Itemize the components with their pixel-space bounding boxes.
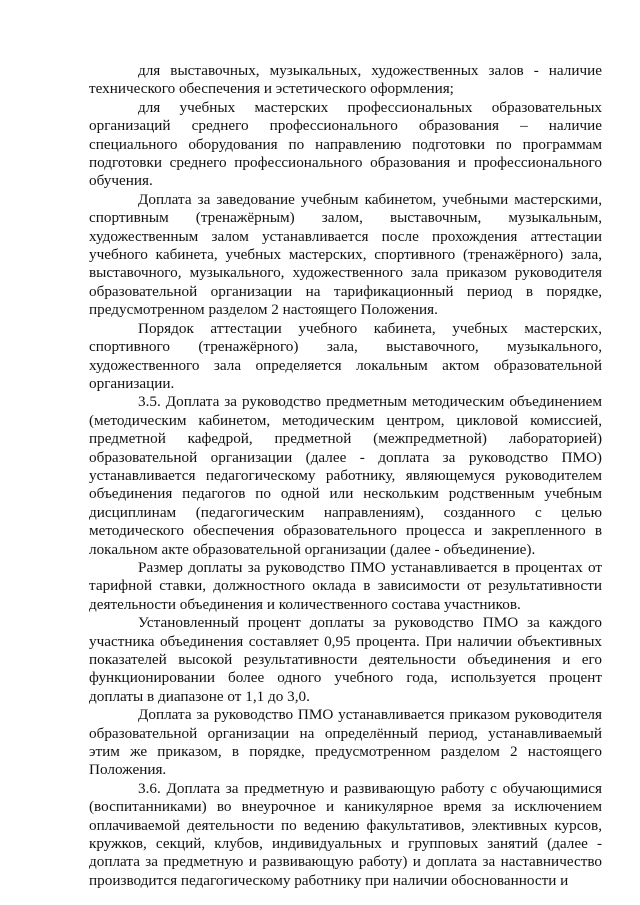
paragraph-exhibition-halls: для выставочных, музыкальных, художественных залов - наличие технического обеспечения и эстетического оформления; (89, 62, 602, 98)
paragraph-attestation-procedure: Порядок аттестации учебного кабинета, учебных мастерских, спортивного (тренажёрного) зала, выставочного, музыкального, художественного зала определяется локальным актом образовательной организации. (89, 319, 602, 392)
paragraph-workshops: для учебных мастерских профессиональных образовательных организаций среднего профессионального образования – наличие специального оборудования по направлению подготовки по программам подготовки среднего профессионального образования и профессионального обучения. (89, 98, 602, 190)
paragraph-established-percent: Установленный процент доплаты за руководство ПМО за каждого участника объединения составляет 0,95 процента. При наличии объективных показателей высокой результативности деятельности объединения и его функционировании более одного учебного года, используется процент доплаты в диапазоне от 1,1 до 3,0. (89, 614, 602, 705)
document-page (89, 62, 602, 890)
paragraph-cabinet-supplement: Доплата за заведование учебным кабинетом, учебными мастерскими, спортивным (тренажёрным) залом, выставочным, музыкальным, художественным залом устанавливается после прохождения аттестации учебного кабинета, учебных мастерских, спортивного (тренажёрного) зала, выставочного, музыкального, художественного зала приказом руководителя образовательной организации на тарификационный период в порядке, предусмотренном разделом 2 настоящего Положения. (89, 190, 602, 319)
paragraph-section-3-5: 3.5. Доплата за руководство предметным методическим объединением (методическим кабинетом, методическим центром, цикловой комиссией, предметной кафедрой, предметной (межпредметной) лабораторией) образовательной организации (далее - доплата за руководство ПМО) устанавливается педагогическому работнику, являющемуся руководителем объединения педагогов по одной или нескольким родственным учебным дисциплинам (педагогическим направлениям), созданного с целью методического обеспечения образовательного процесса и закрепленного в локальном акте образовательной организации (далее - объединение). (89, 393, 602, 558)
paragraph-section-3-6: 3.6. Доплата за предметную и развивающую работу с обучающимися (воспитанниками) во внеурочное и каникулярное время за исключением оплачиваемой деятельности по ведению факультативов, элективных курсов, кружков, секций, клубов, индивидуальных и групповых занятий (далее - доплата за предметную и развивающую работу) и доплата за наставничество производится педагогическому работнику при наличии обоснованности и (89, 779, 602, 889)
paragraph-supplement-size: Размер доплаты за руководство ПМО устанавливается в процентах от тарифной ставки, должностного оклада в зависимости от результативности деятельности объединения и количественного состава участников. (89, 558, 602, 613)
paragraph-order-period: Доплата за руководство ПМО устанавливается приказом руководителя образовательной организации на определённый период, устанавливаемый этим же приказом, в порядке, предусмотренном разделом 2 настоящего Положения. (89, 706, 602, 779)
